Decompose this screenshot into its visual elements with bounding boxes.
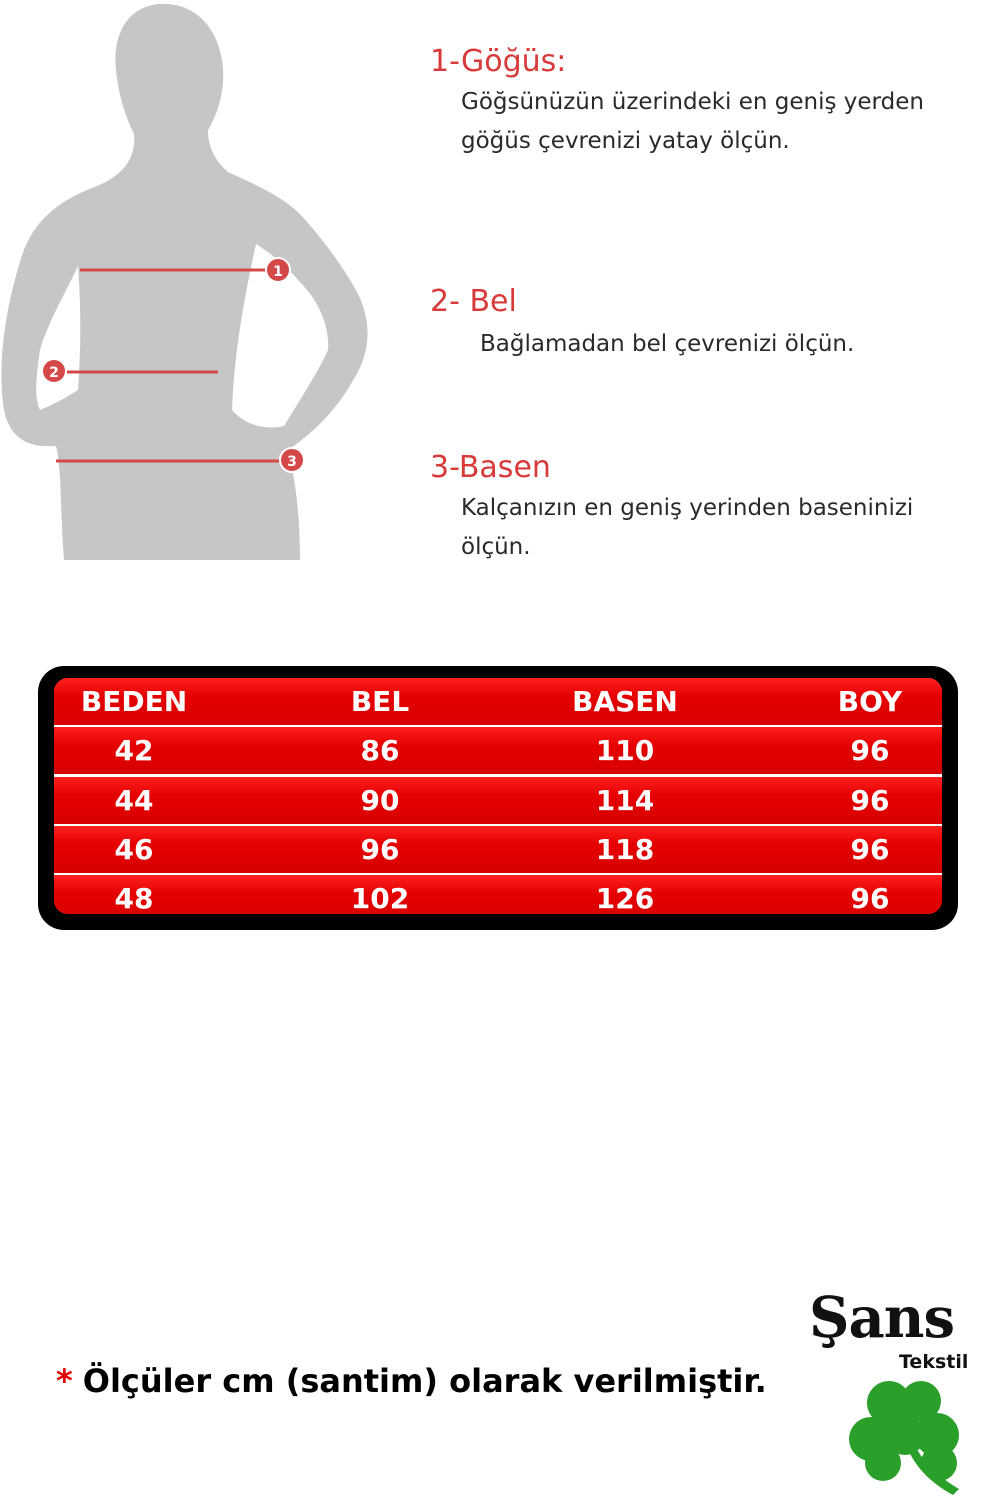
instruction-hip-line: ölçün. [461,534,531,560]
table-row [54,727,942,774]
note-text: Ölçüler cm (santim) olarak verilmiştir. [82,1362,767,1400]
instruction-hip-line: Kalçanızın en geniş yerinden baseninizi [461,495,914,521]
table-cell: 42 [114,734,154,768]
note-asterisk: * [56,1362,73,1400]
table-cell: 96 [850,783,890,817]
marker-2-label: 2 [49,365,59,381]
marker-3-label: 3 [287,454,297,470]
instruction-chest [430,44,924,161]
units-note [56,1362,767,1400]
size-table [38,666,958,930]
brand-name: Şans [809,1285,954,1351]
marker-1-label: 1 [273,264,283,280]
instruction-waist-line: Bağlamadan bel çevrenizi ölçün. [480,331,855,357]
instruction-hip-text [430,489,913,567]
instruction-chest-text [430,83,924,161]
instruction-chest-title: 1-Göğüs: [430,44,567,79]
table-cell: 110 [595,734,655,768]
table-cell: 90 [360,783,400,817]
instruction-waist-title: 2- Bel [430,284,517,319]
table-header-row [54,678,942,725]
instruction-waist-text [430,325,854,364]
silhouette-shape [1,4,367,560]
table-cell: 44 [114,783,154,817]
instruction-waist [430,284,854,364]
table-cell: 126 [595,882,655,914]
header-beden: BEDEN [80,685,188,718]
instruction-hip [430,450,913,567]
table-cell: 96 [850,734,890,768]
clover-icon [843,1377,973,1499]
body-silhouette-figure [0,0,380,560]
table-cell: 96 [850,832,890,866]
table-cell: 46 [114,832,154,866]
header-bel: BEL [350,685,410,718]
table-row [54,826,942,873]
table-cell: 118 [595,832,655,866]
table-cell: 86 [360,734,400,768]
table-cell: 48 [114,882,154,914]
brand-logo [805,1285,986,1500]
instruction-hip-title: 3-Basen [430,450,551,485]
table-cell: 96 [850,882,890,914]
header-boy: BOY [837,685,903,718]
instruction-chest-line: Göğsünüzün üzerindeki en geniş yerden [461,89,924,115]
table-cell: 114 [595,783,655,817]
table-row [54,777,942,824]
table-cell: 102 [350,882,410,914]
size-table-body [54,678,942,914]
header-basen: BASEN [572,685,678,718]
instruction-chest-line: göğüs çevrenizi yatay ölçün. [461,128,790,154]
brand-subtitle: Tekstil [899,1351,969,1373]
table-row [54,875,942,914]
table-cell: 96 [360,832,400,866]
